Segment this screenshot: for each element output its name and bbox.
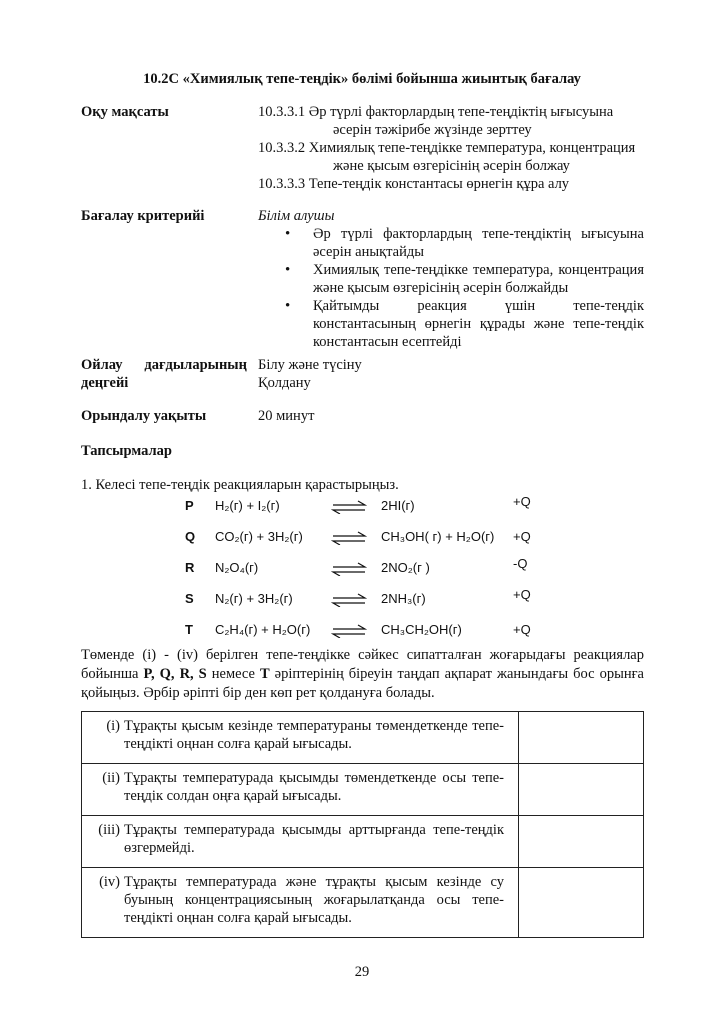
learning-objectives-label: Оқу мақсаты: [81, 104, 169, 120]
objective-code: 10.3.3.3: [258, 176, 306, 192]
equilibrium-arrow-icon: [331, 593, 367, 607]
reaction-products: 2HI(г): [381, 498, 415, 513]
objective-text-cont: әсерін тәжірибе жүзінде зерттеу: [333, 122, 532, 138]
answer-table: [81, 711, 644, 938]
answer-cell[interactable]: [518, 712, 643, 764]
answer-cell[interactable]: [518, 816, 643, 868]
row-statement: Тұрақты температурада қысымды арттырғанда тепе-теңдік өзгермейді.: [124, 822, 504, 856]
objective-code: 10.3.3.1: [258, 104, 306, 120]
thinking-level: Қолдану: [258, 375, 311, 391]
reaction-letter: T: [185, 622, 193, 637]
reaction-row: [185, 621, 545, 641]
reaction-reactants: N₂(г) + 3H₂(г): [215, 591, 293, 606]
row-number: (i): [106, 718, 120, 734]
objective-text-cont: және қысым өзгерісінің әсерін болжау: [333, 158, 570, 174]
instruction-paragraph: Төменде (i) - (iv) берілген тепе-теңдікке сәйкес сипатталған жоғарыдағы реакциялар бойынша P, Q, R, S немесе T әріптерінің біреуін таңдап ақпарат жанындағы бос орынға қойыңыз. Әрбір әріпті бір ден көп рет қолдануға болады.: [81, 647, 644, 701]
reaction-reactants: CO₂(г) + 3H₂(г): [215, 529, 303, 544]
objective-text: Тепе-теңдік константасы өрнегін құра алу: [308, 176, 570, 192]
criteria-bullets: [258, 225, 644, 351]
criteria-block: [258, 207, 644, 351]
objective-item: [258, 103, 644, 139]
row-statement: Тұрақты қысым кезінде температураны төмендеткенде тепе-теңдікті оңнан солға қарай ығысады.: [124, 718, 504, 752]
objective-item: [258, 139, 644, 175]
reaction-row: [185, 556, 545, 579]
page-number: 29: [354, 964, 370, 980]
reaction-reactants: H₂(г) + I₂(г): [215, 498, 280, 513]
reaction-heat: -Q: [513, 556, 528, 571]
reaction-reactants: N₂O₄(г): [215, 560, 259, 575]
time-label: Орындалу уақыты: [81, 408, 207, 424]
question-1: 1. Келесі тепе-теңдік реакцияларын қарастырыңыз.: [81, 477, 399, 493]
page-title: 10.2С «Химиялық тепе-теңдік» бөлімі бойынша жиынтық бағалау: [143, 71, 581, 87]
equilibrium-arrow-icon: [331, 531, 367, 545]
learning-objectives-list: [258, 103, 644, 193]
table-row: [82, 712, 644, 764]
table-row: [82, 764, 644, 816]
thinking-skills-levels: [258, 356, 644, 392]
objective-code: 10.3.3.2: [258, 140, 306, 156]
thinking-level: Білу және түсіну: [258, 357, 362, 373]
objective-item: [258, 175, 644, 193]
instruction-letters: P, Q, R, S: [143, 666, 207, 682]
criteria-bullet: • Химиялық тепе-теңдікке температура, концентрация және қысым өзгерісінің әсерін болжайды: [258, 261, 644, 297]
equilibrium-arrow-icon: [331, 624, 367, 638]
reaction-letter: R: [185, 560, 195, 575]
reaction-heat: +Q: [513, 587, 531, 602]
instruction-letter-t: T: [259, 666, 270, 682]
reaction-row: [185, 528, 545, 548]
reaction-letter: S: [185, 591, 194, 606]
reaction-products: 2NH₃(г): [381, 591, 426, 606]
row-statement: Тұрақты температурада қысымды төмендеткенде осы тепе-теңдік солдан оңға қарай ығысады.: [124, 770, 504, 804]
criteria-bullet: • Қайтымды реакция үшін тепе-теңдік константасының өрнегін құрады және тепе-теңдік константасын есептейді: [258, 297, 644, 351]
reaction-letter: P: [185, 498, 194, 513]
row-number: (iii): [98, 822, 120, 838]
table-row: [82, 816, 644, 868]
time-value: 20 минут: [258, 408, 315, 424]
equilibrium-arrow-icon: [331, 562, 367, 576]
answer-cell[interactable]: [518, 868, 643, 938]
reaction-products: 2NO₂(г ): [381, 560, 430, 575]
reaction-heat: +Q: [513, 494, 531, 509]
reaction-reactants: C₂H₄(г) + H₂O(г): [215, 622, 311, 637]
reaction-products: CH₃CH₂OH(г): [381, 622, 462, 637]
table-row: [82, 868, 644, 938]
row-number: (ii): [102, 770, 120, 786]
reaction-products: CH₃OH( г) + H₂O(г): [381, 529, 495, 544]
reaction-row: [185, 587, 545, 610]
answer-cell[interactable]: [518, 764, 643, 816]
tasks-heading: Тапсырмалар: [81, 443, 172, 459]
equilibrium-arrow-icon: [331, 500, 367, 514]
thinking-skills-label: Ойлау дағдыларының деңгейі: [81, 357, 247, 391]
row-number: (iv): [99, 874, 120, 890]
objective-text: Әр түрлі факторлардың тепе-теңдіктің ығысуына: [308, 104, 614, 120]
criteria-bullet: • Әр түрлі факторлардың тепе-теңдіктің ығысуына әсерін анықтайды: [258, 225, 644, 261]
reaction-letter: Q: [185, 529, 196, 544]
criteria-intro: Білім алушы: [258, 208, 335, 224]
reaction-row: [185, 494, 545, 517]
row-statement: Тұрақты температурада және тұрақты қысым кезінде су буының концентрациясының жоғарылатқанда осы тепе-теңдікті оңнан солға қарай ығысады.: [124, 874, 504, 926]
reaction-heat: +Q: [513, 529, 531, 544]
reaction-heat: +Q: [513, 622, 531, 637]
objective-text: Химиялық тепе-теңдікке температура, концентрация: [308, 140, 636, 156]
criteria-label: Бағалау критерийі: [81, 208, 205, 224]
